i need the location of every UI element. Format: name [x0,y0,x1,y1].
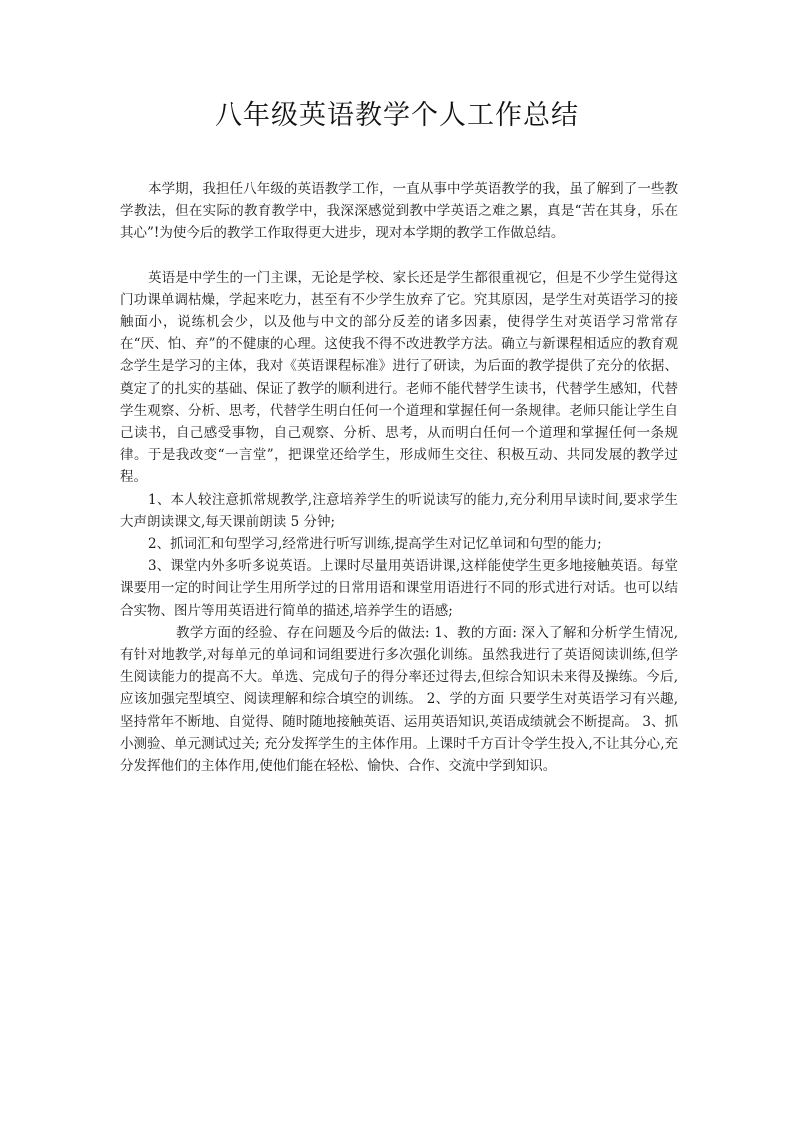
paragraph-intro: 本学期，我担任八年级的英语教学工作，一直从事中学英语教学的我，虽了解到了一些教学教法，但在实际的教育教学中，我深深感觉到教中学英语之难之累，真是“苦在其身，乐在其心”!为使今后的教学工作取得更大进步，现对本学期的教学工作做总结。 [120,181,678,242]
document-title: 八年级英语教学个人工作总结 [215,100,579,131]
document-body [120,178,678,777]
paragraph-experience: 教学方面的经验、存在问题及今后的做法: 1、教的方面: 深入了解和分析学生情况,有针对地教学,对每单元的单词和词组要进行多次强化训练。虽然我进行了英语阅读训练,但学生阅读能力的提高不大。单选、完成句子的得分率还过得去,但综合知识未来得及操练。今后,应该加强完型填空、阅读理解和综合填空的训练。 2、学的方面 只要学生对英语学习有兴趣,坚持常年不断地、自觉得、随时随地接触英语、运用英语知识,英语成绩就会不断提高。 3、抓小测验、单元测试过关; 充分发挥学生的主体作用。上课时千方百计令学生投入,不让其分心,充分发挥他们的主体作用,使他们能在轻松、愉快、合作、交流中学到知识。 [120,624,678,775]
paragraph-point-3: 3、课堂内外多听多说英语。上课时尽量用英语讲课,这样能使学生更多地接触英语。每堂课要用一定的时间让学生用所学过的日常用语和课堂用语进行不同的形式进行对话。也可以结合实物、图片等用英语进行简单的描述,培养学生的语感; [120,558,678,619]
paragraph-point-2: 2、抓词汇和句型学习,经常进行听写训练,提高学生对记忆单词和句型的能力; [148,536,602,553]
paragraph-teaching-method: 英语是中学生的一门主课，无论是学校、家长还是学生都很重视它，但是不少学生觉得这门功课单调枯燥，学起来吃力，甚至有不少学生放弃了它。究其原因，是学生对英语学习的接触面小，说练机会少，以及他与中文的部分反差的诸多因素，使得学生对英语学习常常存在“厌、怕、弃”的不健康的心理。这使我不得不改进教学方法。确立与新课程相适应的教育观念学生是学习的主体，我对《英语课程标准》进行了研读，为后面的教学提供了充分的依据、奠定了的扎实的基础、保证了教学的顺利进行。老师不能代替学生读书，代替学生感知，代替学生观察、分析、思考，代替学生明白任何一个道理和掌握任何一条规律。老师只能让学生自己读书，自己感受事物，自己观察、分析、思考，从而明白任何一个道理和掌握任何一条规律。于是我改变“一言堂”，把课堂还给学生，形成师生交往、积极互动、共同发展的教学过程。 [120,269,678,486]
paragraph-point-1: 1、本人较注意抓常规教学,注意培养学生的听说读写的能力,充分利用早读时间,要求学生大声朗读课文,每天课前朗读 5 分钟; [120,491,678,530]
